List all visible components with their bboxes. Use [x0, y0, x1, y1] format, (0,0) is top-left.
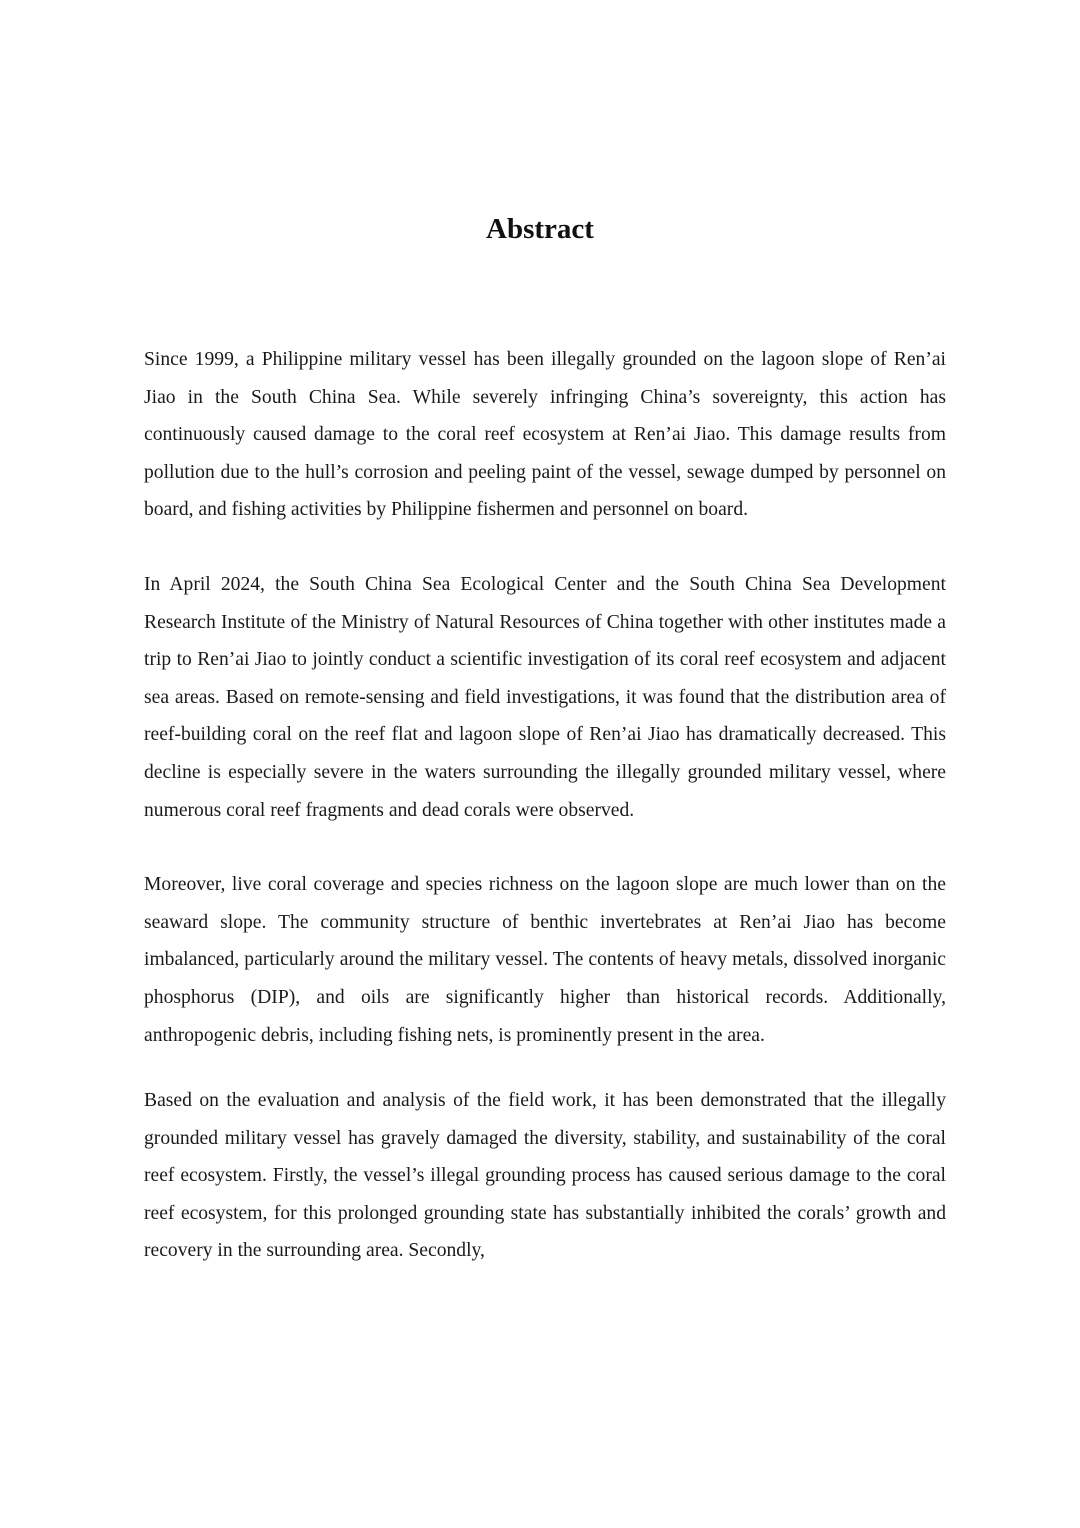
abstract-paragraph-1: Since 1999, a Philippine military vessel has been illegally grounded on the lagoon slope of Ren’ai Jiao in the South China Sea. While severely infringing China’s sovereignty, this action has continuously caused damage to the coral reef ecosystem at Ren’ai Jiao. This damage results from pollution due to the hull’s corrosion and peeling paint of the vessel, sewage dumped by personnel on board, and fishing activities by Philippine fishermen and personnel on board.	[144, 349, 946, 521]
abstract-paragraph-3: Moreover, live coral coverage and species richness on the lagoon slope are much lower than on the seaward slope. The community structure of benthic invertebrates at Ren’ai Jiao has become imbalanced, particularly around the military vessel. The contents of heavy metals, dissolved inorganic phosphorus (DIP), and oils are significantly higher than historical records. Additionally, anthropogenic debris, including fishing nets, is prominently present in the area.	[144, 874, 946, 1046]
abstract-paragraph-2: In April 2024, the South China Sea Ecological Center and the South China Sea Development Research Institute of the Ministry of Natural Resources of China together with other institutes made a trip to Ren’ai Jiao to jointly conduct a scientific investigation of its coral reef ecosystem and adjacent sea areas. Based on remote-sensing and field investigations, it was found that the distribution area of reef-building coral on the reef flat and lagoon slope of Ren’ai Jiao has dramatically decreased. This decline is especially severe in the waters surrounding the illegally grounded military vessel, where numerous coral reef fragments and dead corals were observed.	[144, 573, 946, 821]
abstract-paragraph-4: Based on the evaluation and analysis of the field work, it has been demonstrated that the illegally grounded military vessel has gravely damaged the diversity, stability, and sustainability of the coral reef ecosystem. Firstly, the vessel’s illegal grounding process has caused serious damage to the coral reef ecosystem, for this prolonged grounding state has substantially inhibited the corals’ growth and recovery in the surrounding area. Secondly,	[144, 1090, 946, 1262]
page-title: Abstract	[486, 213, 594, 245]
abstract-body	[144, 341, 946, 1270]
